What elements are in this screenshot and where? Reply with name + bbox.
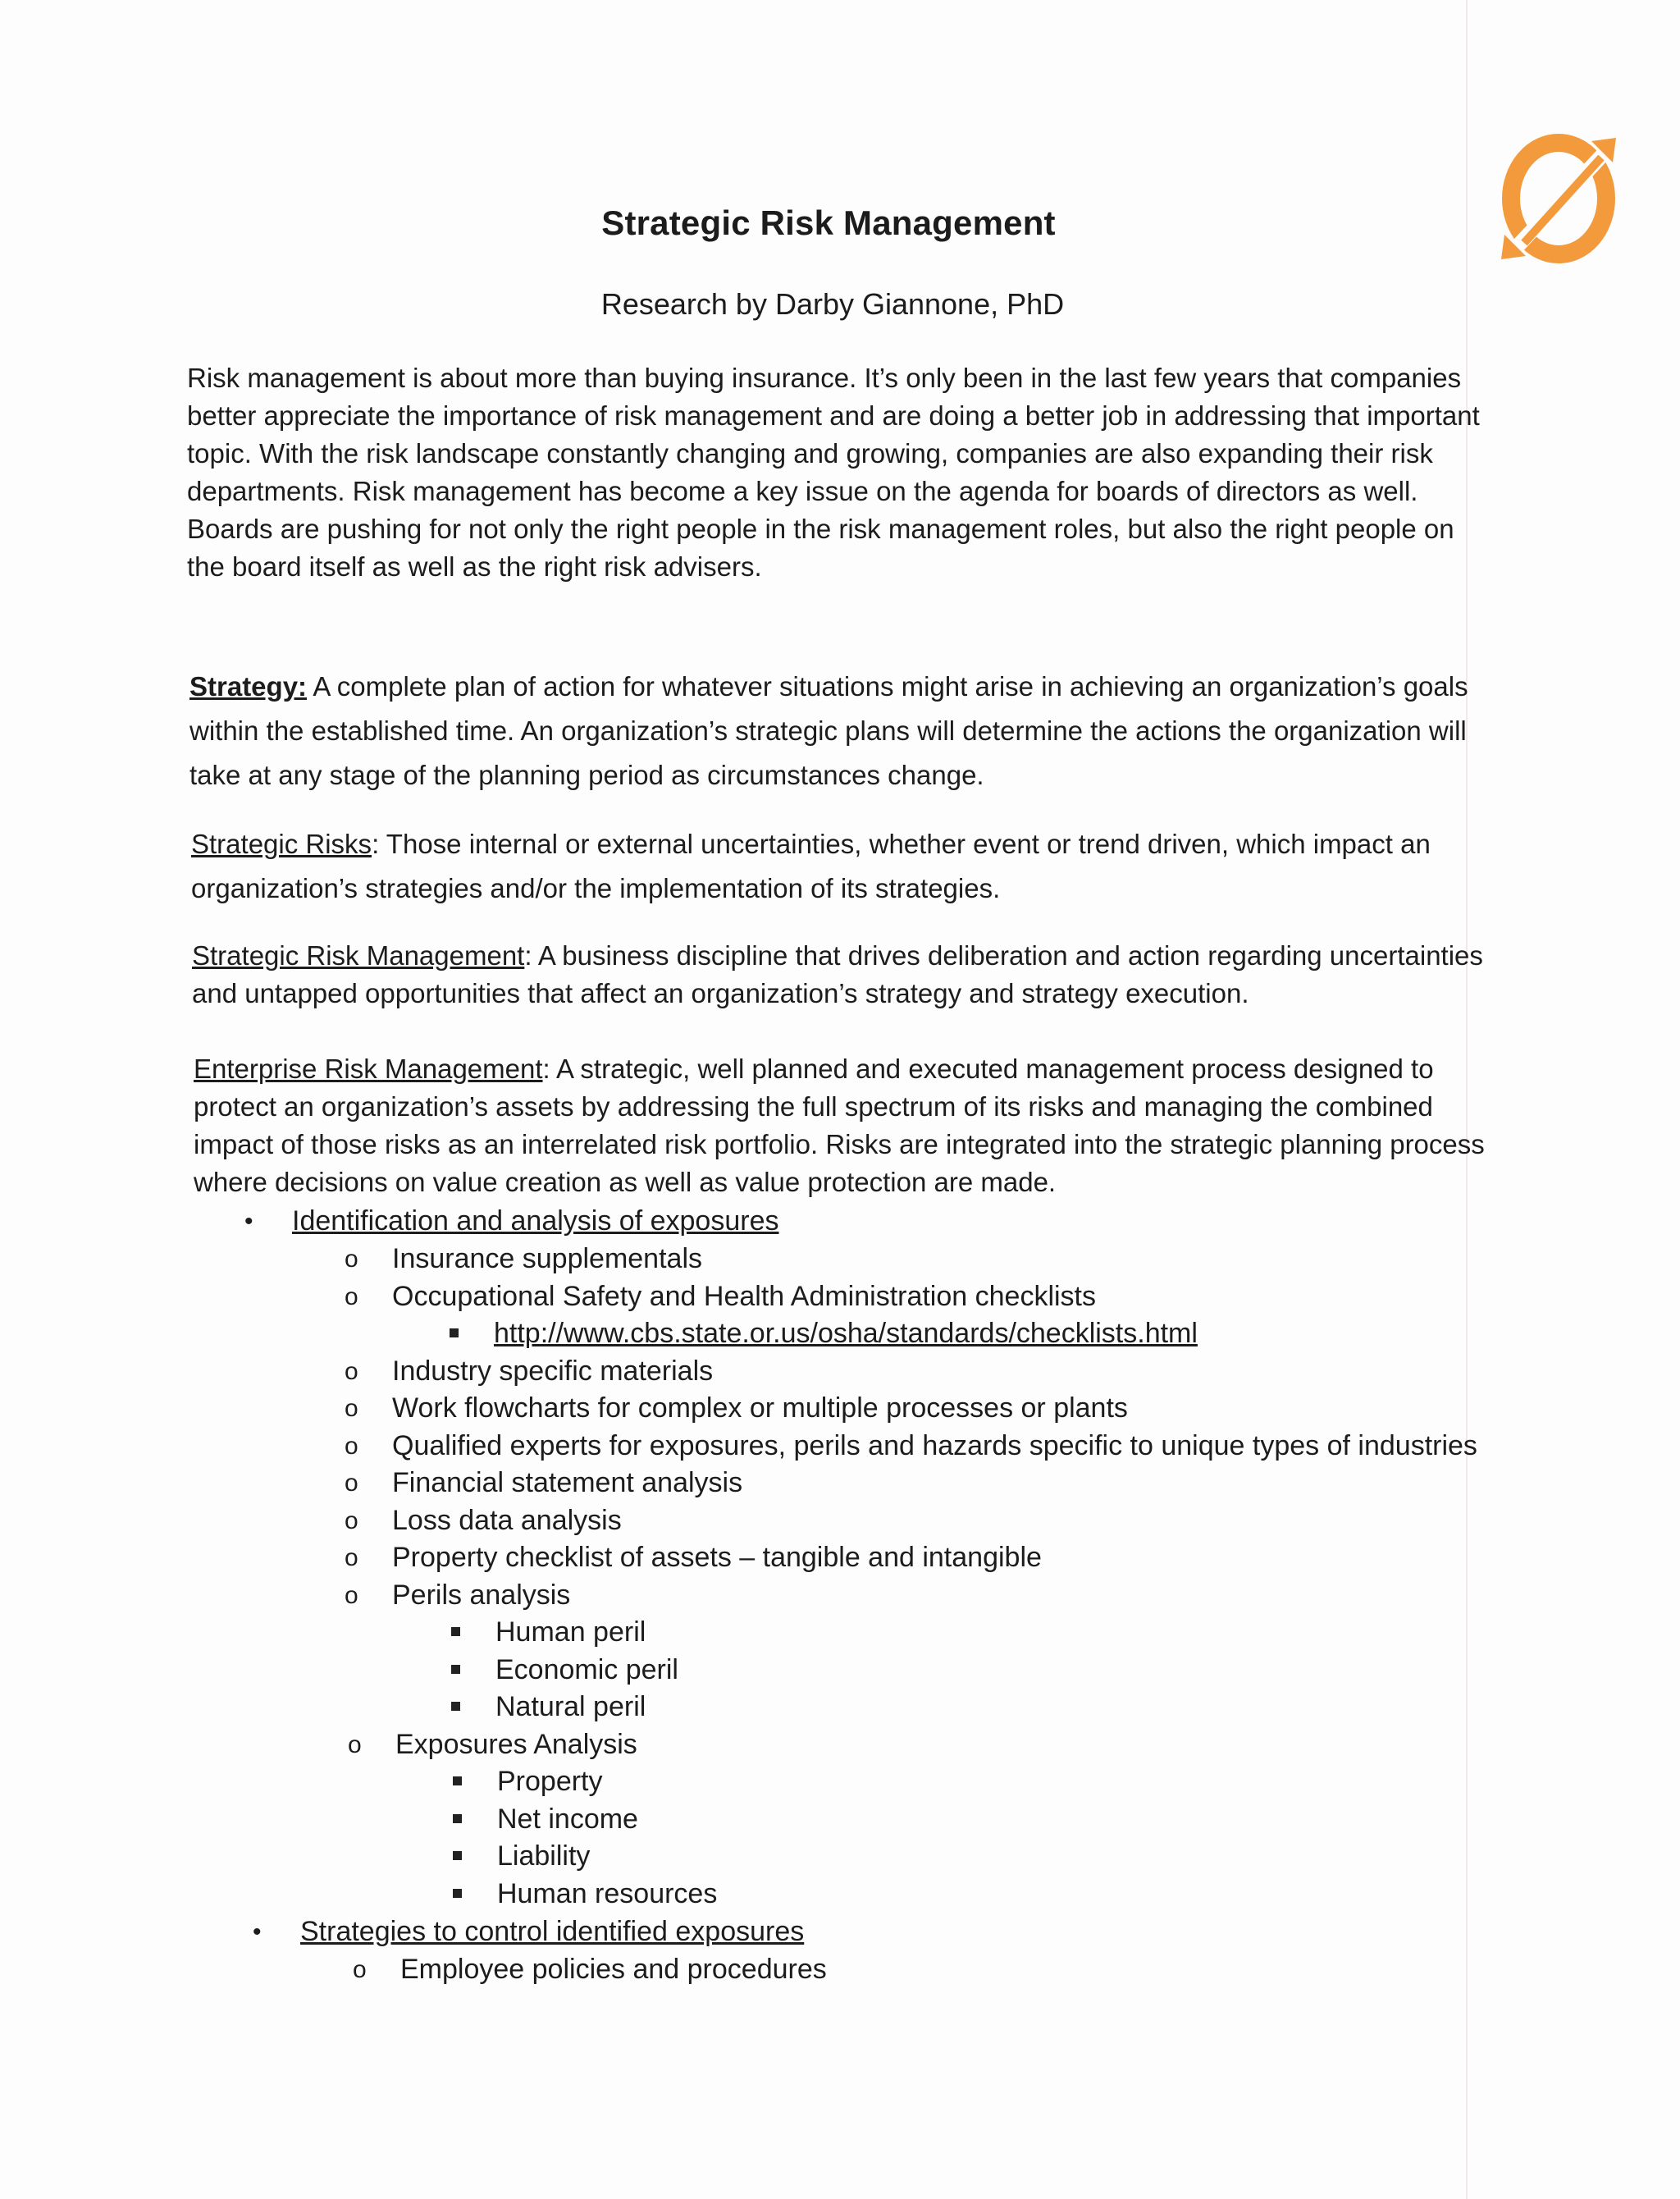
intro-paragraph: Risk management is about more than buying insurance. It’s only been in the last few years that companies better appreciate the importance of risk management and are doing a better job in addressing that important topic. With the risk landscape constantly changing and growing, companies are also expanding their risk departments. Risk management has become a key issue on the agenda for boards of directors as well. Boards are pushing for not only the right people in the risk management roles, but also the right people on the board itself as well as the right risk advisers. bbox=[187, 363, 1480, 582]
definition-term: Strategy: bbox=[189, 671, 308, 702]
list-item: o Perils analysis bbox=[392, 1577, 1477, 1615]
bullet-square-icon bbox=[453, 1814, 462, 1823]
definition-text: : Those internal or external uncertainties, whether event or trend driven, which impact an organization’s strategies and/or the implementation of its strategies. bbox=[191, 829, 1431, 903]
definition-text: A complete plan of action for whatever situations might arise in achieving an organization’s goals within the established time. An organization’s strategic plans will determine the actions the organization will take at any stage of the planning period as circumstances change. bbox=[189, 671, 1468, 790]
bullet-circle-icon: o bbox=[345, 1470, 358, 1497]
bullet-square-icon bbox=[453, 1889, 462, 1898]
osha-checklist-link[interactable]: http://www.cbs.state.or.us/osha/standards/checklists.html bbox=[494, 1318, 1198, 1349]
definition-term: Enterprise Risk Management bbox=[194, 1054, 543, 1084]
list-item: o Industry specific materials bbox=[392, 1353, 1477, 1391]
bullet-circle-icon: o bbox=[345, 1246, 358, 1273]
definition-strategic-risks bbox=[191, 822, 1512, 911]
bullet-circle-icon: o bbox=[348, 1730, 362, 1758]
bullet-square-icon bbox=[453, 1776, 462, 1785]
bullet-square-icon bbox=[451, 1702, 460, 1711]
list-item: • Identification and analysis of exposures bbox=[292, 1203, 778, 1241]
bullet-circle-icon: o bbox=[353, 1956, 367, 1983]
list-item: o Employee policies and procedures bbox=[400, 1951, 827, 1989]
orange-logo-icon bbox=[1493, 123, 1624, 271]
bullet-circle-icon: o bbox=[345, 1282, 358, 1310]
list-item: o Financial statement analysis bbox=[392, 1465, 1477, 1502]
bullet-square-icon bbox=[450, 1328, 459, 1337]
list-item: Natural peril bbox=[495, 1689, 1581, 1726]
bullet-circle-icon: o bbox=[345, 1544, 358, 1571]
definition-text: : A business discipline that drives deliberation and action regarding uncertainties and untapped opportunities that affect an organization’s strategy and strategy execution. bbox=[192, 940, 1483, 1008]
bullet-circle-icon: o bbox=[345, 1395, 358, 1422]
document-subtitle: Research by Darby Giannone, PhD bbox=[600, 287, 1065, 321]
list-item: Property bbox=[497, 1763, 1582, 1801]
bullet-circle-icon: o bbox=[345, 1357, 358, 1385]
list-item: o Insurance supplementals bbox=[392, 1241, 1477, 1278]
list-item: o Qualified experts for exposures, perils and hazards specific to unique types of industries bbox=[392, 1428, 1477, 1465]
bullet-circle-icon: o bbox=[345, 1581, 358, 1609]
bullet-square-icon bbox=[451, 1627, 460, 1636]
outline-list-2 bbox=[253, 1913, 805, 1951]
definition-strategic-risk-management bbox=[192, 937, 1504, 1013]
document-title: Strategic Risk Management bbox=[601, 203, 1056, 242]
list-item: o Loss data analysis bbox=[392, 1502, 1477, 1540]
outline-list-1 bbox=[244, 1203, 779, 1241]
definition-term: Strategic Risk Management bbox=[192, 940, 525, 971]
list-item: Net income bbox=[497, 1801, 1582, 1839]
outline-sublist-2 bbox=[353, 1951, 827, 1989]
bullet-circle-icon: o bbox=[345, 1432, 358, 1460]
list-item: o Exposures Analysis bbox=[395, 1726, 1481, 1764]
outline-sublist-1 bbox=[345, 1241, 1477, 1913]
bullet-square-icon bbox=[451, 1665, 460, 1674]
bullet-dot-icon: • bbox=[253, 1918, 262, 1945]
list-item: o Occupational Safety and Health Administration checklists bbox=[392, 1278, 1477, 1316]
bullet-square-icon bbox=[453, 1851, 462, 1860]
definition-text: : A strategic, well planned and executed management process designed to protect an organization’s assets by addressing the full spectrum of its risks and managing the combined impact of those risks as an interrelated risk portfolio. Risks are integrated into the strategic planning process where decisions on value creation as well as value protection are made. bbox=[194, 1054, 1485, 1197]
list-item: o Property checklist of assets – tangible and intangible bbox=[392, 1539, 1477, 1577]
list-item: Liability bbox=[497, 1838, 1582, 1876]
bullet-dot-icon: • bbox=[244, 1208, 253, 1235]
list-item: Human peril bbox=[495, 1614, 1581, 1652]
list-item bbox=[494, 1315, 1579, 1353]
definition-term: Strategic Risks bbox=[191, 829, 372, 859]
list-item: • Strategies to control identified exposures bbox=[300, 1913, 804, 1951]
list-item: Human resources bbox=[497, 1876, 1582, 1913]
list-item: o Work flowcharts for complex or multiple processes or plants bbox=[392, 1390, 1477, 1428]
definition-enterprise-risk-management bbox=[194, 1050, 1514, 1201]
list-item: Economic peril bbox=[495, 1652, 1581, 1689]
definition-strategy bbox=[189, 665, 1502, 798]
bullet-circle-icon: o bbox=[345, 1506, 358, 1534]
